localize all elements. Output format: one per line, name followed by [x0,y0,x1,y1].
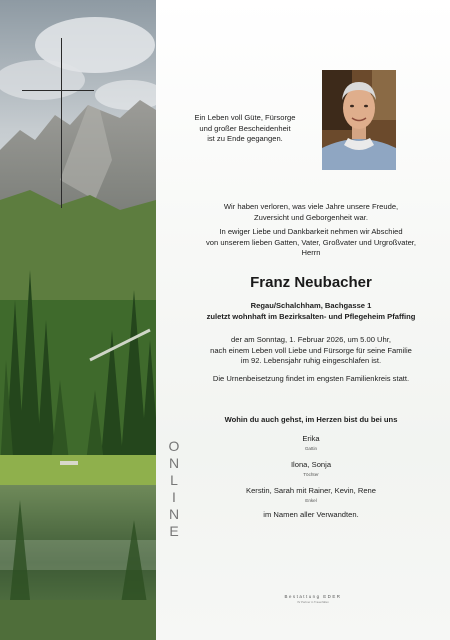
cross-vertical [61,38,62,208]
loss-paragraph: Wir haben verloren, was viele Jahre unsere Freude, Zuversicht und Geborgenheit war. [223,202,399,222]
death-details: der am Sonntag, 1. Februar 2026, um 5.00 Uhr, nach einem Leben voll Liebe und Fürsorge für seine Familie im 92. Lebensjahr ruhig eingeschlafen ist. [210,335,412,365]
address-block: Regau/Schalchham, Bachgasse 1 zuletzt wohnhaft im Bezirksalten- und Pflegeheim Pfaffing [206,301,416,321]
family-spouse: Erika Gattin [302,434,320,451]
farewell-paragraph: In ewiger Liebe und Dankbarkeit nehmen wir Abschied von unserem lieben Gatten, Vater, Großvater und Urgroßvater, Herrn [205,227,417,257]
cross-horizontal [22,90,94,91]
portrait-photo [322,70,396,170]
burial-info: Die Urnenbeisetzung findet im engsten Familienkreis statt. [212,374,410,383]
family-grandchildren: Kerstin, Sarah mit Rainer, Kevin, Rene Enkel [246,486,376,503]
closing-line: im Namen aller Verwandten. [263,510,359,519]
funeral-home-logo: Bestattung EDER Ihr Partner in Trauerfällen [284,594,342,604]
family-daughters: Ilona, Sonja Töchter [290,460,332,477]
deceased-name: Franz Neubacher [250,274,372,291]
intro-text: Ein Leben voll Güte, Fürsorge und großer Bescheidenheit ist zu Ende gegangen. [194,113,296,143]
online-label: O N L I N E [168,438,180,539]
landscape-photo [0,0,156,640]
motto: Wohin du auch gehst, im Herzen bist du bei uns [224,415,398,424]
